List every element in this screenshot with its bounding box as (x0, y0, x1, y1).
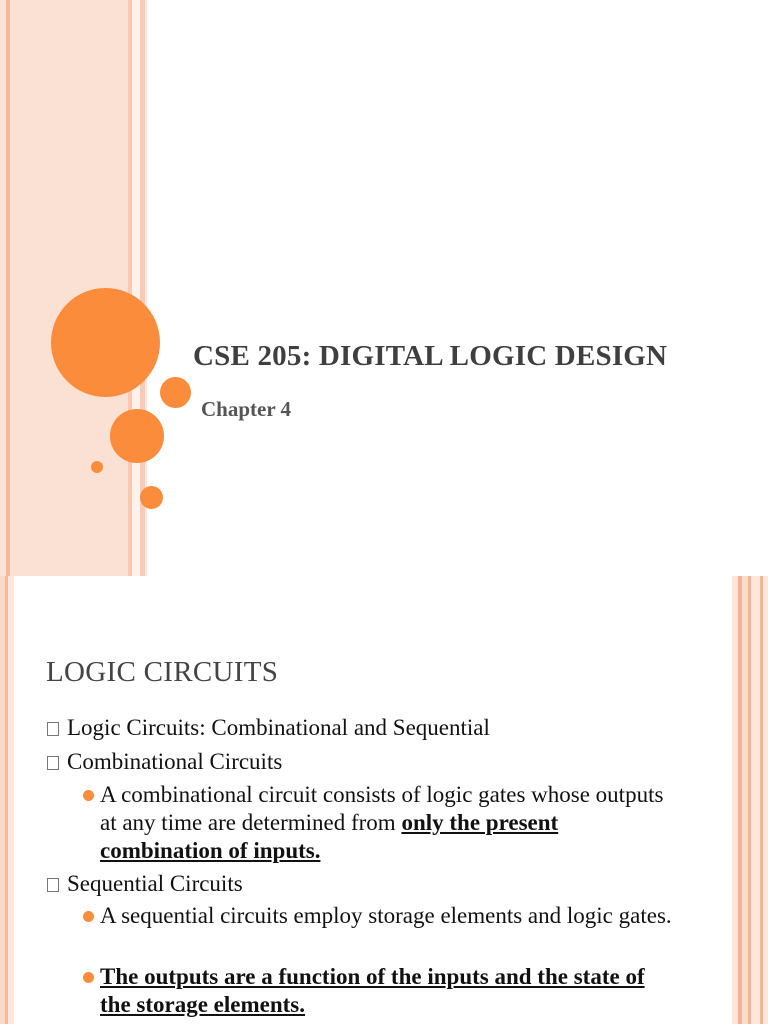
slide-subtitle: Chapter 4 (201, 397, 292, 421)
emphasized-text: only the present combination of inputs. (100, 810, 559, 863)
list-item (80, 963, 680, 1019)
circle-bullet-icon (83, 972, 94, 983)
bullet-text: A combinational circuit consists of logic gates whose outputs at any time are determined from (100, 782, 664, 835)
tiny-decorative-circle (91, 461, 103, 473)
right-stripe (763, 576, 768, 1024)
list-item (80, 781, 680, 865)
emphasized-text: The outputs are a function of the inputs and the state of the storage elements. (100, 964, 645, 1017)
small-decorative-circle (160, 377, 191, 408)
slide-heading: LOGIC CIRCUITS (46, 656, 279, 688)
square-bullet-icon (47, 722, 59, 736)
circle-bullet-icon (83, 911, 94, 922)
bullet-text: Sequential Circuits (67, 871, 243, 896)
square-bullet-icon (47, 756, 59, 770)
list-item (80, 902, 680, 930)
slide-title: CSE 205: DIGITAL LOGIC DESIGN (193, 340, 668, 372)
circle-bullet-icon (83, 790, 94, 801)
content-slide (0, 576, 768, 1024)
right-stripe (751, 576, 760, 1024)
list-item (47, 870, 243, 898)
square-bullet-icon (47, 878, 59, 892)
bullet-text: Logic Circuits: Combinational and Sequential (67, 715, 490, 740)
list-item (47, 748, 282, 776)
left-stripe (132, 0, 140, 576)
large-decorative-circle (51, 288, 160, 397)
bullet-text: A sequential circuits employ storage elements and logic gates. (100, 903, 672, 928)
small-decorative-circle (140, 486, 163, 509)
left-stripe (8, 576, 14, 1024)
list-item (47, 714, 490, 742)
bullet-text: Combinational Circuits (67, 749, 283, 774)
medium-decorative-circle (110, 409, 164, 463)
